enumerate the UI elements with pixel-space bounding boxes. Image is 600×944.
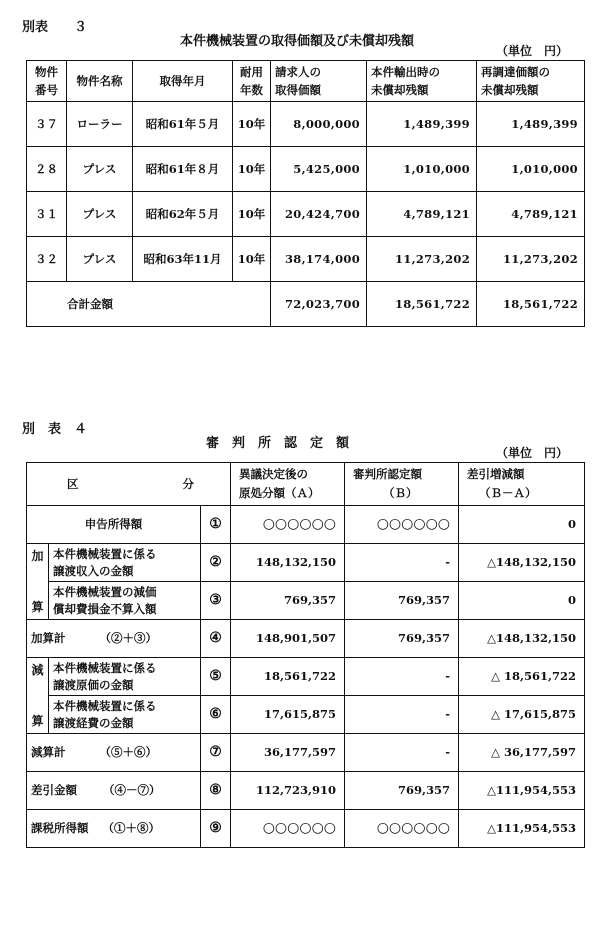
row-label: 本件機械装置に係る 譲渡経費の金額 — [49, 696, 201, 734]
replacement-value: 1,489,399 — [477, 102, 585, 147]
header-acquired-date: 取得年月 — [133, 61, 233, 102]
subtract-side-label: 減 算 — [27, 658, 49, 734]
tribunal-amount: 769,357 — [345, 582, 459, 620]
table-row — [27, 658, 585, 696]
header-replacement-value: 再調達価額の 未償却残額 — [477, 61, 585, 102]
row-label: 本件機械装置に係る 譲渡原価の金額 — [49, 658, 201, 696]
acquisition-cost-table — [26, 60, 585, 327]
tribunal-amount: - — [345, 696, 459, 734]
table-row — [27, 582, 585, 620]
table4-header-row — [27, 463, 585, 506]
item-number: ２８ — [27, 147, 67, 192]
difference: △111,954,553 — [459, 772, 585, 810]
tribunal-amount: ○○○○○○ — [345, 506, 459, 544]
item-number: ３１ — [27, 192, 67, 237]
difference: △148,132,150 — [459, 620, 585, 658]
header-useful-life: 耐用 年数 — [233, 61, 271, 102]
row-number: ⑨ — [201, 810, 231, 848]
book-value-export: 11,273,202 — [367, 237, 477, 282]
row-number: ③ — [201, 582, 231, 620]
difference: 0 — [459, 506, 585, 544]
original-amount: 112,723,910 — [231, 772, 345, 810]
header-category: 区 分 — [27, 463, 231, 506]
table-row — [27, 772, 585, 810]
acquired-date: 昭和63年11月 — [133, 237, 233, 282]
header-item-number: 物件 番号 — [27, 61, 67, 102]
acquisition-cost: 5,425,000 — [271, 147, 367, 192]
item-name: プレス — [67, 192, 133, 237]
replacement-value: 1,010,000 — [477, 147, 585, 192]
tribunal-amount: - — [345, 658, 459, 696]
row-label: 減算計 （⑤＋⑥） — [27, 734, 201, 772]
item-name: ローラー — [67, 102, 133, 147]
row-number: ① — [201, 506, 231, 544]
row-number: ⑤ — [201, 658, 231, 696]
total-replacement-value: 18,561,722 — [477, 282, 585, 327]
difference: △ 36,177,597 — [459, 734, 585, 772]
item-number: ３７ — [27, 102, 67, 147]
table4-label: 別 表 ４ — [22, 422, 88, 437]
table-row — [27, 506, 585, 544]
total-label: 合計金額 — [27, 282, 271, 327]
difference: △ 18,561,722 — [459, 658, 585, 696]
table-row — [27, 237, 585, 282]
item-number: ３２ — [27, 237, 67, 282]
total-acquisition-cost: 72,023,700 — [271, 282, 367, 327]
item-name: プレス — [67, 147, 133, 192]
book-value-export: 1,010,000 — [367, 147, 477, 192]
difference: △111,954,553 — [459, 810, 585, 848]
original-amount: 36,177,597 — [231, 734, 345, 772]
useful-life: 10年 — [233, 192, 271, 237]
tribunal-amount: ○○○○○○ — [345, 810, 459, 848]
header-acquisition-cost: 請求人の 取得価額 — [271, 61, 367, 102]
row-number: ② — [201, 544, 231, 582]
header-book-value-export: 本件輸出時の 未償却残額 — [367, 61, 477, 102]
original-amount: ○○○○○○ — [231, 506, 345, 544]
acquired-date: 昭和61年８月 — [133, 147, 233, 192]
original-amount: 18,561,722 — [231, 658, 345, 696]
table-row — [27, 192, 585, 237]
book-value-export: 4,789,121 — [367, 192, 477, 237]
table3-label: 別表 ３ — [22, 20, 88, 35]
table-row — [27, 147, 585, 192]
table-row — [27, 810, 585, 848]
row-number: ⑥ — [201, 696, 231, 734]
table-row — [27, 620, 585, 658]
tribunal-amount: - — [345, 544, 459, 582]
original-amount: 17,615,875 — [231, 696, 345, 734]
total-row — [27, 282, 585, 327]
replacement-value: 4,789,121 — [477, 192, 585, 237]
book-value-export: 1,489,399 — [367, 102, 477, 147]
difference: △148,132,150 — [459, 544, 585, 582]
tribunal-amount: 769,357 — [345, 772, 459, 810]
add-side-label: 加 算 — [27, 544, 49, 620]
row-number: ⑦ — [201, 734, 231, 772]
replacement-value: 11,273,202 — [477, 237, 585, 282]
table-row — [27, 696, 585, 734]
header-tribunal-amount: 審判所認定額 （Ｂ） — [345, 463, 459, 506]
useful-life: 10年 — [233, 147, 271, 192]
original-amount: 769,357 — [231, 582, 345, 620]
table3-title: 本件機械装置の取得価額及び未償却残額 — [180, 34, 415, 49]
difference: △ 17,615,875 — [459, 696, 585, 734]
original-amount: 148,901,507 — [231, 620, 345, 658]
acquisition-cost: 38,174,000 — [271, 237, 367, 282]
item-name: プレス — [67, 237, 133, 282]
original-amount: 148,132,150 — [231, 544, 345, 582]
difference: 0 — [459, 582, 585, 620]
row-number: ⑧ — [201, 772, 231, 810]
useful-life: 10年 — [233, 102, 271, 147]
row-number: ④ — [201, 620, 231, 658]
acquired-date: 昭和61年５月 — [133, 102, 233, 147]
row-label: 差引金額 （④－⑦） — [27, 772, 201, 810]
header-difference: 差引増減額 （Ｂ－Ａ） — [459, 463, 585, 506]
original-amount: ○○○○○○ — [231, 810, 345, 848]
total-book-value-export: 18,561,722 — [367, 282, 477, 327]
header-original-amount: 異議決定後の 原処分額（Ａ） — [231, 463, 345, 506]
table3-header-row — [27, 61, 585, 102]
tribunal-amount: 769,357 — [345, 620, 459, 658]
row-label: 加算計 （②＋③） — [27, 620, 201, 658]
table-row — [27, 102, 585, 147]
row-label: 課税所得額 （①＋⑧） — [27, 810, 201, 848]
acquisition-cost: 20,424,700 — [271, 192, 367, 237]
tribunal-assessment-table — [26, 462, 585, 848]
acquired-date: 昭和62年５月 — [133, 192, 233, 237]
tribunal-amount: - — [345, 734, 459, 772]
row-label: 本件機械装置の減価 償却費損金不算入額 — [49, 582, 201, 620]
acquisition-cost: 8,000,000 — [271, 102, 367, 147]
table-row — [27, 544, 585, 582]
table3-unit: （単位 円） — [496, 44, 569, 58]
table4-unit: （単位 円） — [496, 446, 569, 460]
table-row — [27, 734, 585, 772]
useful-life: 10年 — [233, 237, 271, 282]
row-label: 本件機械装置に係る 譲渡収入の金額 — [49, 544, 201, 582]
header-item-name: 物件名称 — [67, 61, 133, 102]
table4-title: 審 判 所 認 定 額 — [206, 436, 350, 451]
row-label: 申告所得額 — [27, 506, 201, 544]
